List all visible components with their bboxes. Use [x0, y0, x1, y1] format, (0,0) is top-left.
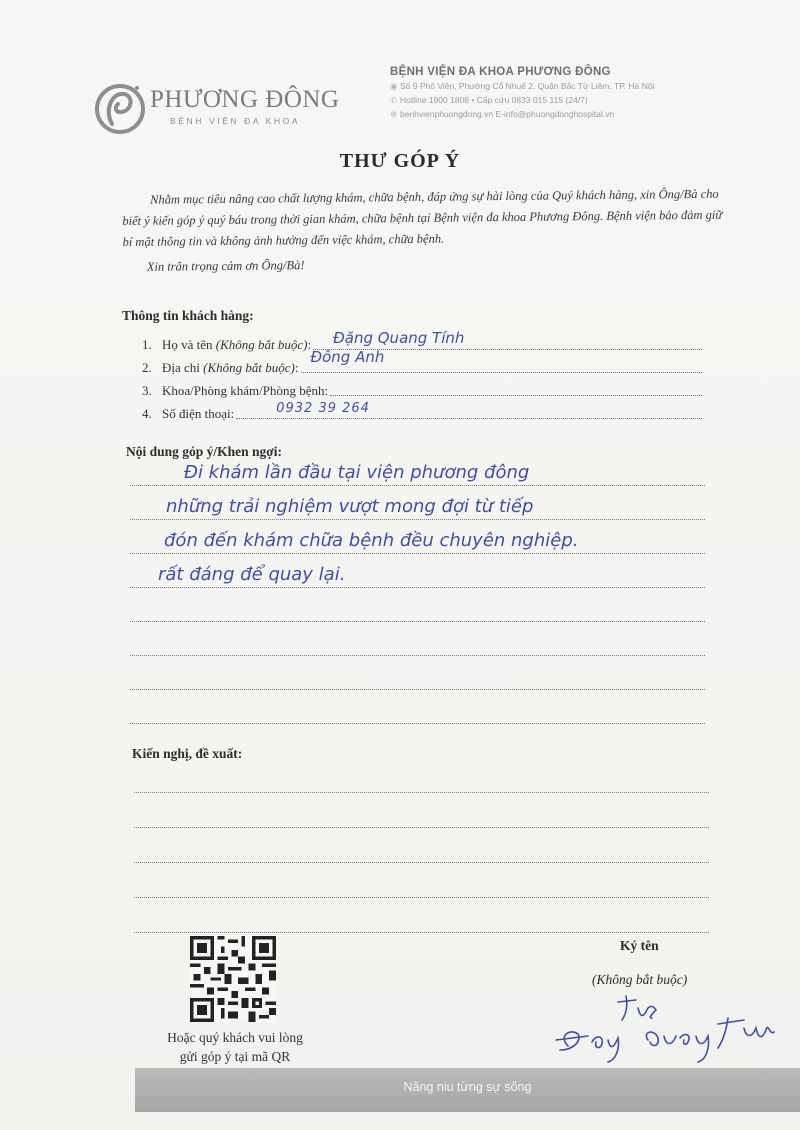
- hospital-info: [390, 66, 790, 120]
- hospital-web: benhvienphuongdong.vn E-info@phuongdonghospital.vn: [400, 109, 615, 119]
- customer-fields: [142, 330, 702, 422]
- intro-thanks: Xin trân trọng cảm ơn Ông/Bà!: [146, 258, 305, 274]
- field-address[interactable]: 2. Địa chỉ (Không bắt buộc): Đông Anh: [142, 353, 702, 376]
- hospital-logo: [94, 76, 344, 136]
- field-name[interactable]: 1. Họ và tên (Không bắt buộc): Đặng Quang Tính: [142, 330, 702, 353]
- suggestion-line: [134, 758, 709, 793]
- signature-note: (Không bắt buộc): [592, 972, 688, 987]
- feedback-line: rất đáng để quay lại.: [130, 554, 705, 588]
- location-pin-icon: ◉: [390, 81, 398, 91]
- suggestion-line: [134, 828, 709, 863]
- feedback-line: những trải nghiệm vượt mong đợi từ tiếp: [130, 486, 705, 520]
- feedback-line: [130, 656, 705, 690]
- field-address-value: Đông Anh: [310, 348, 385, 366]
- customer-info-heading: Thông tin khách hàng:: [122, 308, 254, 323]
- hospital-address: Số 9 Phố Viên, Phường Cổ Nhuế 2, Quận Bắc Từ Liêm, TP. Hà Nội: [400, 81, 655, 91]
- suggestion-lines[interactable]: [134, 758, 709, 933]
- suggestion-heading: Kiến nghị, đề xuất:: [132, 746, 243, 761]
- field-name-value: Đặng Quang Tính: [333, 329, 465, 347]
- feedback-lines[interactable]: [130, 452, 705, 724]
- field-phone-value: 0932 39 264: [276, 401, 370, 416]
- field-phone[interactable]: 4. Số điện thoại: 0932 39 264: [142, 399, 702, 422]
- intro-text: Nhằm mục tiêu nâng cao chất lượng khám, chữa bệnh, đáp ứng sự hài lòng của Quý khách hàng, xin Ông/Bà cho biết ý kiến góp ý quý báu trong thời gian khám, chữa bệnh tại Bệnh viện đa khoa Phương Đông. Bệnh viện bảo đảm giữ bí mật thông tin và không ảnh hưởng đến việc khám, chữa bệnh.: [122, 186, 723, 249]
- feedback-line: đón đến khám chữa bệnh đều chuyên nghiệp.: [130, 520, 705, 554]
- web-icon: ⊕: [390, 109, 398, 119]
- feedback-line: [130, 588, 705, 622]
- page-title: THƯ GÓP Ý: [339, 150, 461, 172]
- feedback-line: [130, 690, 705, 724]
- logo-tagline: BỆNH VIỆN ĐA KHOA: [170, 116, 301, 126]
- field-department[interactable]: 3. Khoa/Phòng khám/Phòng bệnh:: [142, 376, 702, 399]
- signature-title: Ký tên: [620, 938, 659, 953]
- footer-slogan: Nâng niu từng sự sống: [403, 1080, 532, 1094]
- suggestion-line: [134, 863, 709, 898]
- phone-icon: ✆: [390, 95, 398, 105]
- qr-caption: Hoặc quý khách vui lòng gửi góp ý tại mã QR: [167, 1030, 303, 1064]
- suggestion-line: [134, 898, 709, 933]
- footer-bar: [135, 1068, 800, 1112]
- feedback-line: Đi khám lần đầu tại viện phương đông: [130, 452, 705, 486]
- logo-name: PHƯƠNG ĐÔNG: [150, 86, 340, 113]
- signature-image: [548, 988, 798, 1068]
- hospital-contact: Hotline 1900 1806 • Cấp cứu 0833 015 115 (24/7): [400, 95, 588, 105]
- feedback-line: [130, 622, 705, 656]
- feedback-heading: Nội dung góp ý/Khen ngợi:: [126, 444, 283, 459]
- suggestion-line: [134, 793, 709, 828]
- logo-mark-icon: [94, 80, 146, 136]
- qr-code-icon[interactable]: [190, 936, 276, 1022]
- hospital-name: BỆNH VIỆN ĐA KHOA PHƯƠNG ĐÔNG: [390, 66, 611, 78]
- intro-paragraph: [122, 184, 723, 278]
